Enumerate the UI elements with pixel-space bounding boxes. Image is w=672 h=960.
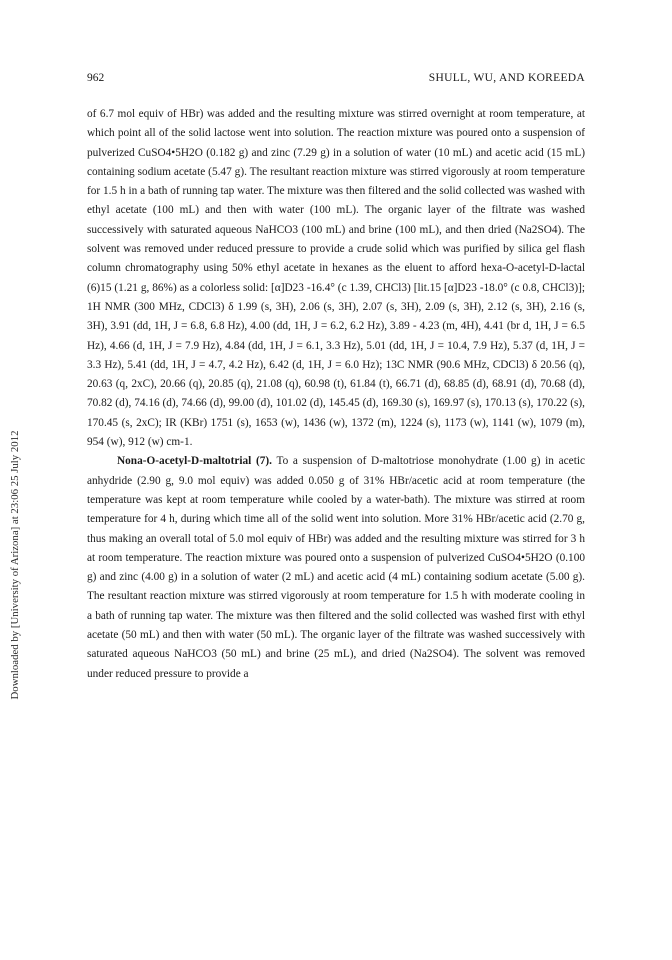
compound-heading: Nona-O-acetyl-D-maltotrial (7). [117,455,272,468]
paragraph-lactal-procedure: of 6.7 mol equiv of HBr) was added and the resulting mixture was stirred overnight at room temperature, at which point all of the solid lactose went into solution. The reaction mixture was poured onto a suspension of pulverized CuSO4•5H2O (0.182 g) and zinc (7.29 g) in a solution of water (10 mL) and acetic acid (15 mL) containing sodium acetate (5.47 g). The resultant reaction mixture was stirred vigorously at room temperature for 1.5 h in a bath of running tap water. The mixture was then filtered and the solid collected was washed with ethyl acetate (100 mL) and then with water (100 mL). The organic layer of the filtrate was washed successively with saturated aqueous NaHCO3 (100 mL) and brine (100 mL), and then dried (Na2SO4). The solvent was removed under reduced pressure to provide a crude solid which was purified by silica gel flash column chromatography using 50% ethyl acetate in hexanes as the eluent to afford hexa-O-acetyl-D-lactal (6)15 (1.21 g, 86%) as a colorless solid: [α]D23 -16.4° (c 1.39, CHCl3) [lit.15 [α]D23 -18.0° (c 0.8, CHCl3)]; 1H NMR (300 MHz, CDCl3) δ 1.99 (s, 3H), 2.06 (s, 3H), 2.07 (s, 3H), 2.09 (s, 3H), 2.12 (s, 3H), 2.16 (s, 3H), 3.91 (dd, 1H, J = 6.8, 6.8 Hz), 4.00 (dd, 1H, J = 6.2, 6.2 Hz), 3.89 - 4.23 (m, 4H), 4.41 (br d, 1H, J = 6.5 Hz), 4.66 (d, 1H, J = 7.9 Hz), 4.84 (dd, 1H, J = 6.1, 3.3 Hz), 5.01 (dd, 1H, J = 10.4, 7.9 Hz), 5.37 (d, 1H, J = 3.3 Hz), 5.41 (dd, 1H, J = 4.7, 4.2 Hz), 6.42 (d, 1H, J = 6.0 Hz); 13C NMR (90.6 MHz, CDCl3) δ 20.56 (q), 20.63 (q, 2xC), 20.66 (q), 20.85 (q), 21.08 (q), 60.98 (t), 61.84 (t), 66.71 (d), 68.85 (d), 68.91 (d), 70.68 (d), 70.82 (d), 74.16 (d), 74.66 (d), 99.00 (d), 101.02 (d), 145.45 (d), 169.30 (s), 169.97 (s), 170.13 (s), 170.22 (s), 170.45 (s, 2xC); IR (KBr) 1751 (s), 1653 (w), 1436 (w), 1372 (m), 1224 (s), 1173 (w), 1141 (w), 1079 (m), 954 (w), 912 (w) cm-1. [87,108,585,449]
page-number: 962 [87,72,105,84]
page-header [87,70,585,86]
download-watermark [0,80,30,960]
paragraph-maltotrial-text: To a suspension of D-maltotriose monohydrate (1.00 g) in acetic anhydride (2.90 g, 9.0 mol equiv) was added 0.050 g of 31% HBr/acetic acid at room temperature (the temperature was kept at room temperature while cooled by a water-bath). The mixture was stirred at room temperature for 4 h, during which time all of the solid went into solution. More 31% HBr/acetic acid (2.70 g, thus making an overall total of 5.0 mol equiv of HBr) was added and the resulting mixture was stirred for 3 h at room temperature. The reaction mixture was poured onto a suspension of pulverized CuSO4•5H2O (0.100 g) and zinc (4.00 g) in a solution of water (2 mL) and acetic acid (4 mL) containing sodium acetate (5.00 g). The resultant reaction mixture was stirred vigorously at room temperature for 1.5 h with moderate cooling in a bath of running tap water. The mixture was then filtered and the solid collected was washed first with ethyl acetate (50 mL) and then with water (50 mL). The organic layer of the filtrate was washed successively with saturated aqueous NaHCO3 (50 mL) and brine (25 mL), and dried (Na2SO4). The solvent was removed under reduced pressure to provide a [87,455,585,680]
article-body [87,105,585,684]
download-notice-text: Downloaded by [University of Arizona] at 23:06 25 July 2012 [9,430,21,700]
running-head-authors: SHULL, WU, AND KOREEDA [428,72,585,84]
paragraph-maltotrial-procedure [87,452,585,684]
